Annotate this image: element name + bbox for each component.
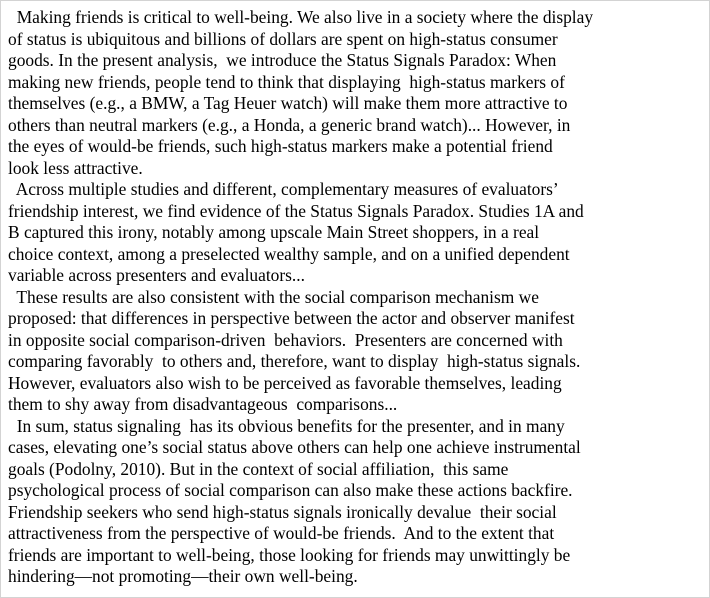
text-line: attractiveness from the perspective of would-be friends. And to the extent that — [8, 523, 555, 543]
text-line: of status is ubiquitous and billions of dollars are spent on high-status consumer — [8, 28, 558, 49]
text-line: in opposite social comparison-driven behaviors. Presenters are concerned with — [8, 329, 563, 350]
text-line: However, evaluators also wish to be perceived as favorable themselves, leading — [8, 372, 562, 393]
text-line: friends are important to well-being, those looking for friends may unwittingly be — [8, 544, 571, 565]
paragraph-intro — [8, 7, 708, 179]
text-line: These results are also consistent with the social comparison mechanism we — [8, 286, 539, 307]
text-line: proposed: that differences in perspective between the actor and observer manifest — [8, 308, 575, 328]
text-line: themselves (e.g., a BMW, a Tag Heuer watch) will make them more attractive to — [8, 93, 568, 113]
paragraph-studies — [8, 179, 708, 287]
text-line: the eyes of would-be friends, such high-status markers make a potential friend — [8, 136, 553, 156]
text-line: B captured this irony, notably among upscale Main Street shoppers, in a real — [8, 222, 540, 242]
text-line: making new friends, people tend to think that displaying high-status markers of — [8, 71, 565, 92]
text-line: choice context, among a preselected wealthy sample, and on a unified dependent — [8, 243, 570, 264]
text-line: cases, elevating one’s social status above others can help one achieve instrumental — [8, 437, 581, 457]
text-line: them to shy away from disadvantageous comparisons... — [8, 394, 398, 414]
text-line: hindering—not promoting—their own well-being. — [8, 566, 358, 586]
text-line: Across multiple studies and different, complementary measures of evaluators’ — [8, 179, 559, 199]
paragraph-conclusion — [8, 416, 708, 588]
text-line: goals (Podolny, 2010). But in the context of social affiliation, this same — [8, 458, 509, 479]
text-line: friendship interest, we find evidence of the Status Signals Paradox. Studies 1A and — [8, 200, 584, 221]
text-block — [8, 7, 708, 588]
paragraph-mechanism — [8, 287, 708, 416]
text-line: goods. In the present analysis, we introduce the Status Signals Paradox: When — [8, 50, 557, 70]
text-line: others than neutral markers (e.g., a Honda, a generic brand watch)... However, in — [8, 114, 571, 135]
text-line: look less attractive. — [8, 157, 143, 178]
text-line: variable across presenters and evaluators... — [8, 265, 305, 285]
text-line: In sum, status signaling has its obvious benefits for the presenter, and in many — [8, 415, 565, 436]
text-line: psychological process of social comparison can also make these actions backfire. — [8, 480, 573, 500]
text-line: Making friends is critical to well-being. We also live in a society where the display — [8, 7, 594, 27]
text-line: comparing favorably to others and, therefore, want to display high-status signals. — [8, 351, 581, 371]
text-line: Friendship seekers who send high-status signals ironically devalue their social — [8, 501, 557, 522]
